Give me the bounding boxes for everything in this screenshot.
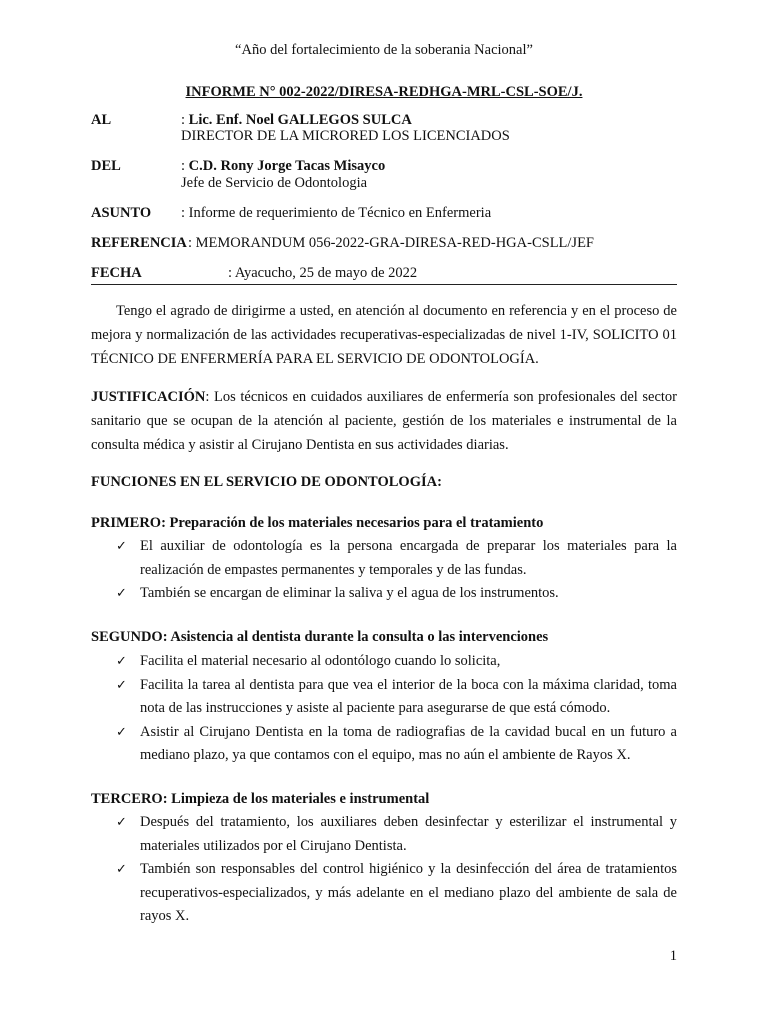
list-item-text: Facilita la tarea al dentista para que vea el interior de la boca con la máxima claridad, toma nota de las instrucciones y asiste al paciente para asegurarse de que está cómodo. — [140, 676, 677, 716]
list-item-text: Después del tratamiento, los auxiliares deben desinfectar y esterilizar el instrumental y materiales utilizados por el Cirujano Dentista. — [140, 814, 677, 854]
check-icon: ✓ — [116, 724, 127, 740]
motto: “Año del fortalecimiento de la soberania Nacional” — [235, 42, 533, 58]
asunto-value: : Informe de requerimiento de Técnico en Enfermeria — [181, 205, 492, 221]
list-item-text: También se encargan de eliminar la saliva y el agua de los instrumentos. — [140, 585, 559, 601]
justification-text: : Los técnicos en cuidados auxiliares de enfermería son profesionales del sector sanitario que se ocupan de la atención al paciente, gestión de los materiales e instrumental de la consulta médica y asistir al Cirujano Dentista en sus actividades diarias. — [91, 389, 677, 453]
del-sep: : — [181, 158, 189, 174]
section-ordinal: SEGUNDO: — [91, 629, 168, 645]
list-item-text: Facilita el material necesario al odontólogo cuando lo solicita, — [140, 653, 501, 669]
check-icon: ✓ — [116, 815, 127, 830]
del-name: C.D. Rony Jorge Tacas Misayco — [188, 158, 386, 174]
list-item — [116, 650, 677, 674]
section-title: Asistencia al dentista durante la consulta o las intervenciones — [167, 629, 549, 645]
list-item-text: También son responsables del control higiénico y la desinfección del área de tratamientos recuperativos-especializados, y más adelante en el mediano plazo del ambiente de sala de rayos X. — [140, 861, 677, 924]
check-icon: ✓ — [116, 677, 127, 693]
report-title: INFORME N° 002-2022/DIRESA-REDHGA-MRL-CSL-SOE/J. — [185, 84, 583, 100]
check-icon: ✓ — [116, 586, 127, 601]
fecha-value: : Ayacucho, 25 de mayo de 2022 — [228, 265, 418, 281]
list-item — [116, 582, 677, 606]
check-icon: ✓ — [116, 654, 127, 669]
justification-paragraph — [91, 385, 677, 457]
list-item-text: El auxiliar de odontología es la persona encargada de preparar los materiales para la realización de empastes permanentes y temporales y de las fundas. — [140, 538, 677, 578]
list-item — [116, 674, 677, 721]
list-item-text: Asistir al Cirujano Dentista en la toma de radiografias de la cavidad bucal en un futuro a mediano plazo, ya que contamos con el equipo, mas no aún el ambiente de Rayos X. — [140, 723, 677, 763]
section-ordinal: TERCERO: — [91, 791, 168, 807]
list-item — [116, 811, 677, 858]
section-title: Preparación de los materiales necesarios para el tratamiento — [165, 515, 544, 531]
intro-paragraph: Tengo el agrado de dirigirme a usted, en atención al documento en referencia y en el proceso de mejora y normalización de las actividades recuperativas-especializadas de nivel 1-IV, SOLICITO 01 TÉCNICO DE ENFERMERÍA PARA EL SERVICIO DE ODONTOLOGÍA. — [91, 303, 677, 367]
check-icon: ✓ — [116, 862, 127, 877]
al-role: DIRECTOR DE LA MICRORED LOS LICENCIADOS — [181, 128, 510, 144]
section-title: Limpieza de los materiales e instrumental — [167, 791, 430, 807]
list-item — [116, 858, 677, 929]
del-role: Jefe de Servicio de Odontologia — [181, 175, 368, 191]
section-heading — [91, 791, 429, 808]
header-divider — [91, 284, 677, 285]
label-fecha: FECHA — [91, 265, 142, 281]
al-name: Lic. Enf. Noel GALLEGOS SULCA — [188, 112, 412, 128]
label-al: AL — [91, 112, 112, 128]
section-3-list — [116, 811, 677, 929]
del-name-line — [181, 158, 385, 175]
section-ordinal: PRIMERO: — [91, 515, 166, 531]
referencia-value: : MEMORANDUM 056-2022-GRA-DIRESA-RED-HGA-CSLL/JEF — [188, 235, 594, 251]
section-heading — [91, 629, 548, 646]
check-icon: ✓ — [116, 539, 127, 554]
list-item — [116, 535, 677, 582]
section-2-list — [116, 650, 677, 768]
list-item — [116, 721, 677, 768]
justification-label: JUSTIFICACIÓN — [91, 389, 206, 405]
al-name-line — [181, 112, 412, 129]
al-sep: : — [181, 112, 189, 128]
page-number: 1 — [669, 948, 677, 964]
functions-title: FUNCIONES EN EL SERVICIO DE ODONTOLOGÍA: — [91, 474, 442, 490]
label-asunto: ASUNTO — [91, 205, 152, 221]
label-referencia: REFERENCIA — [91, 235, 187, 251]
section-heading — [91, 515, 543, 532]
label-del: DEL — [91, 158, 121, 174]
section-1-list — [116, 535, 677, 606]
